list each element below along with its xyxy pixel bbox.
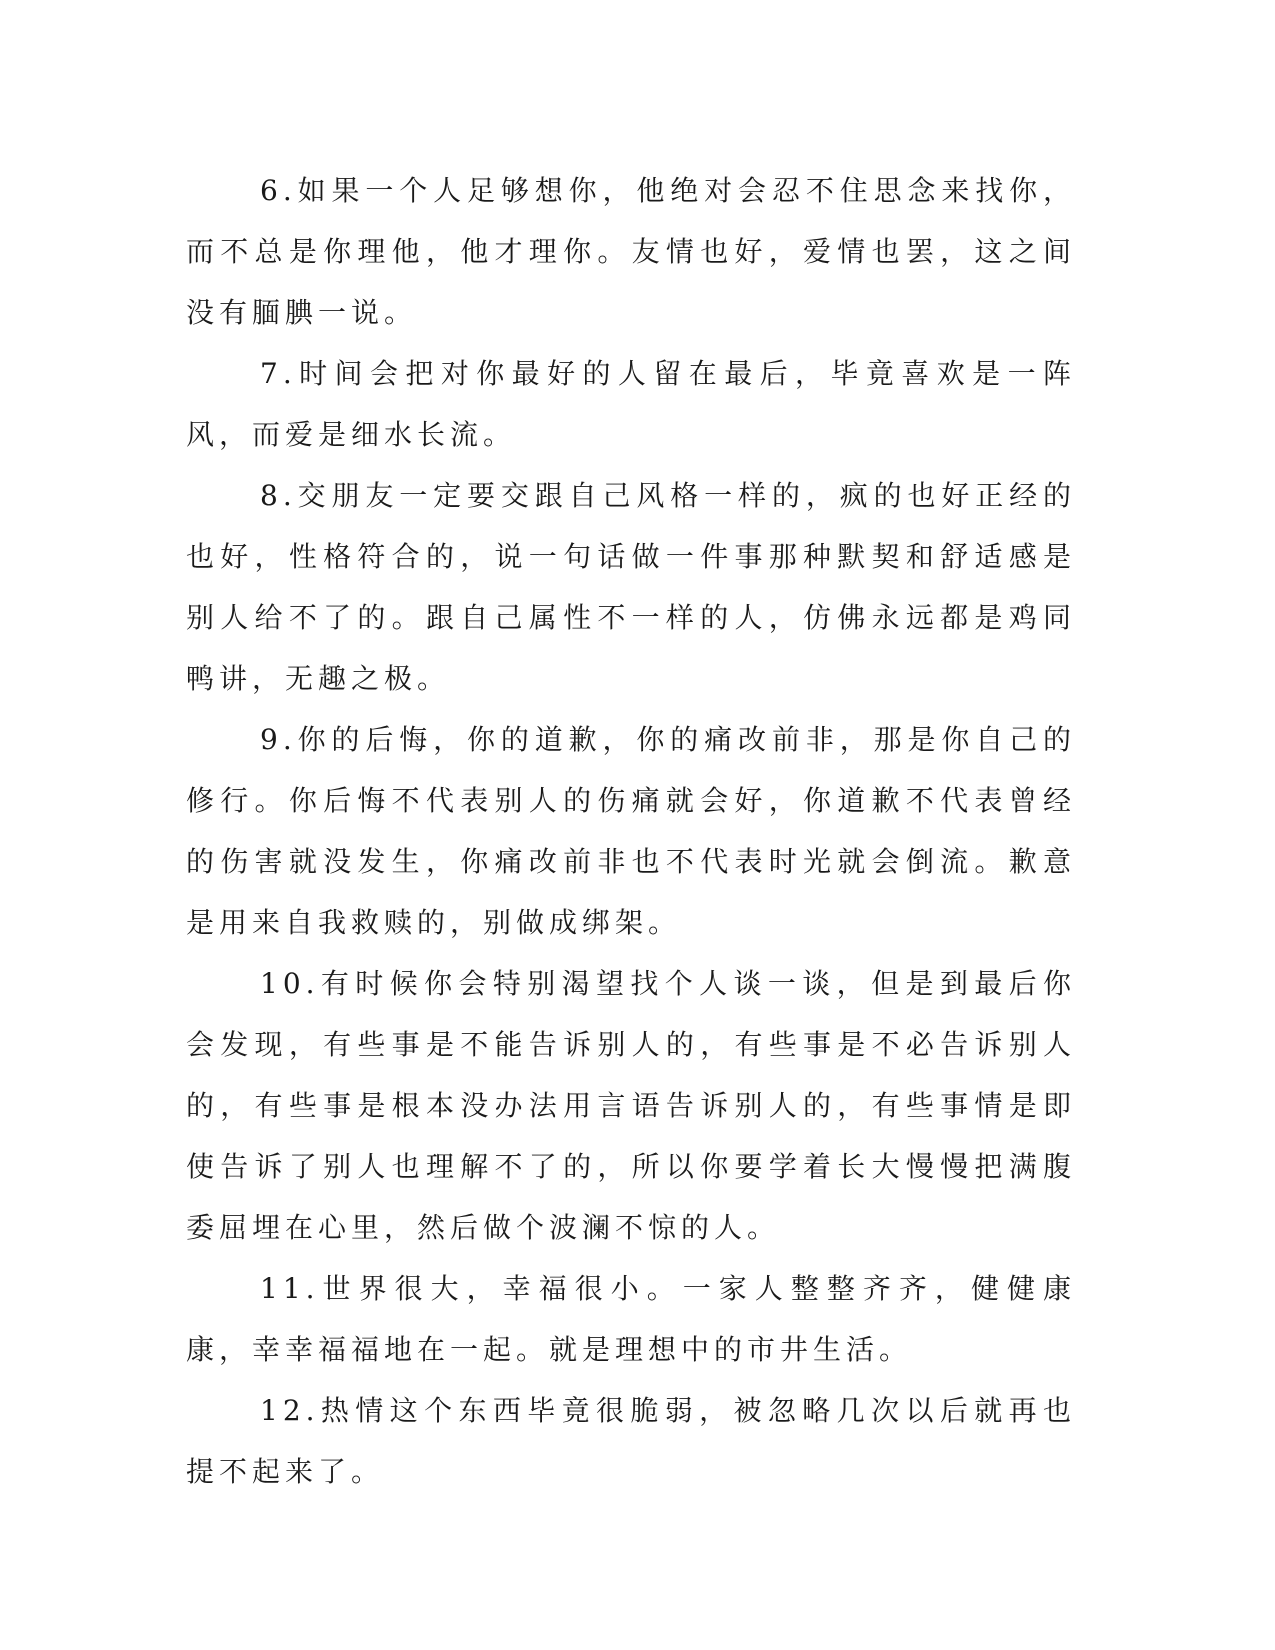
paragraph-11: 11.世界很大，幸福很小。一家人整整齐齐，健健康康，幸幸福福地在一起。就是理想中的市井生活。 [186,1272,1076,1366]
paragraph-10: 10.有时候你会特别渴望找个人谈一谈，但是到最后你会发现，有些事是不能告诉别人的，有些事是不必告诉别人的，有些事是根本没办法用言语告诉别人的，有些事情是即使告诉了别人也理解不了的，所以你要学着长大慢慢把满腹委屈埋在心里，然后做个波澜不惊的人。 [186,967,1076,1244]
paragraph-7: 7.时间会把对你最好的人留在最后，毕竟喜欢是一阵风，而爱是细水长流。 [186,357,1076,451]
paragraph-12: 12.热情这个东西毕竟很脆弱，被忽略几次以后就再也提不起来了。 [186,1394,1076,1488]
paragraph-6: 6.如果一个人足够想你，他绝对会忍不住思念来找你，而不总是你理他，他才理你。友情也好，爱情也罢，这之间没有腼腆一说。 [186,174,1076,329]
paragraph-8: 8.交朋友一定要交跟自己风格一样的，疯的也好正经的也好，性格符合的，说一句话做一件事那种默契和舒适感是别人给不了的。跟自己属性不一样的人，仿佛永远都是鸡同鸭讲，无趣之极。 [186,479,1076,695]
paragraph-9: 9.你的后悔，你的道歉，你的痛改前非，那是你自己的修行。你后悔不代表别人的伤痛就会好，你道歉不代表曾经的伤害就没发生，你痛改前非也不代表时光就会倒流。歉意是用来自我救赎的，别做成绑架。 [186,723,1076,939]
document-body [186,160,1076,1502]
